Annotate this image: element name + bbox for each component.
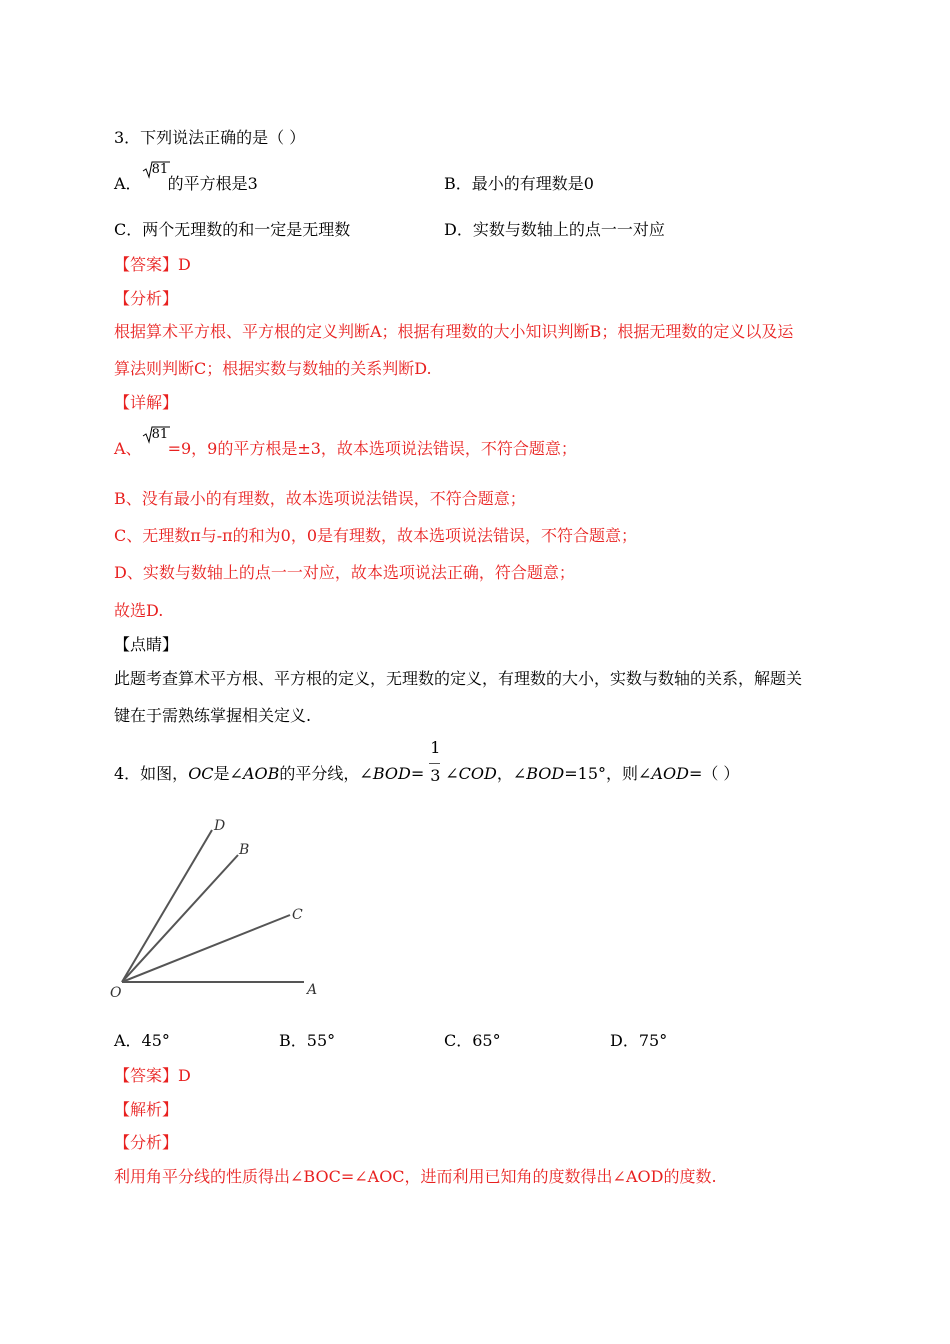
- q4-stem-part: =（ ）: [688, 764, 740, 783]
- q4-ray-oc: OC: [188, 764, 214, 783]
- label-c: C: [292, 907, 303, 923]
- q4-stem-part: ∠: [445, 764, 459, 783]
- q3-analysis-heading: 【分析】: [114, 289, 179, 308]
- q3-option-a-suffix: 的平方根是3: [167, 174, 258, 193]
- q3-option-a-radicand: 81: [151, 162, 169, 177]
- q3-analysis-line-1: 根据算术平方根、平方根的定义判断A；根据有理数的大小知识判断B；根据无理数的定义以及运: [114, 322, 794, 341]
- sqrt-symbol: [142, 427, 169, 459]
- q4-analysis-line-1: 利用角平分线的性质得出∠BOC=∠AOC，进而利用已知角的度数得出∠AOD的度数.: [114, 1167, 717, 1186]
- q3-choose: 故选D.: [114, 601, 164, 620]
- q3-comment-heading: 【点睛】: [114, 635, 179, 654]
- q3-comment-line-2: 键在于需熟练掌握相关定义.: [114, 706, 312, 725]
- ray-od: [122, 830, 212, 982]
- q4-answer: 【答案】D: [114, 1066, 191, 1085]
- q4-stem-part: 的平分线，∠: [279, 764, 373, 783]
- q4-angle-bod: BOD: [526, 764, 565, 783]
- q3-detail-d: D、实数与数轴上的点一一对应，故本选项说法正确，符合题意；: [114, 563, 575, 582]
- q3-option-d: D．实数与数轴上的点一一对应: [444, 220, 665, 239]
- label-o: O: [110, 985, 122, 1001]
- q3-detail-b: B、没有最小的有理数，故本选项说法错误，不符合题意；: [114, 489, 526, 508]
- ray-ob: [122, 855, 238, 982]
- q4-stem: [114, 738, 740, 785]
- q3-detail-a-radicand: 81: [151, 427, 169, 442]
- q4-fraction-bar: [429, 763, 440, 764]
- q4-option-b: B．55°: [279, 1031, 336, 1050]
- q3-option-c: C．两个无理数的和一定是无理数: [114, 220, 351, 239]
- q4-stem-part: =15°，则∠: [564, 764, 652, 783]
- label-a: A: [307, 982, 318, 998]
- sqrt-symbol: [142, 162, 169, 194]
- q4-fraction-numerator: 1: [430, 738, 441, 757]
- q4-option-c: C．65°: [444, 1031, 501, 1050]
- q4-option-a: A．45°: [114, 1031, 170, 1050]
- q3-comment-line-1: 此题考查算术平方根、平方根的定义，无理数的定义，有理数的大小，实数与数轴的关系，解题关: [114, 669, 803, 688]
- q3-stem: 3．下列说法正确的是（ ）: [114, 128, 306, 147]
- q4-solution-heading: 【解析】: [114, 1100, 179, 1119]
- q4-angle-aob: AOB: [242, 764, 280, 783]
- q3-detail-heading: 【详解】: [114, 393, 179, 412]
- q4-stem-part: =: [410, 764, 425, 783]
- q4-fraction: [428, 738, 442, 785]
- q4-option-d: D．75°: [610, 1031, 668, 1050]
- q3-detail-c: C、无理数π与-π的和为0，0是有理数，故本选项说法错误，不符合题意；: [114, 526, 638, 545]
- q4-angle-cod: COD: [458, 764, 497, 783]
- q4-analysis-heading: 【分析】: [114, 1133, 179, 1152]
- label-d: D: [214, 818, 226, 834]
- q3-option-a-prefix: A．: [114, 174, 142, 193]
- q3-analysis-line-2: 算法则判断C；根据实数与数轴的关系判断D.: [114, 359, 432, 378]
- q3-answer: 【答案】D: [114, 255, 191, 274]
- q4-angle-aod: AOD: [651, 764, 689, 783]
- ray-oc: [122, 915, 290, 982]
- q4-angle-bod: BOD: [372, 764, 411, 783]
- q3-detail-a: [114, 427, 577, 459]
- q4-angle-figure: [108, 812, 328, 1007]
- q4-fraction-denominator: 3: [430, 766, 441, 785]
- q3-detail-a-prefix: A、: [114, 439, 142, 458]
- label-b: B: [239, 842, 250, 858]
- q3-option-a: [114, 162, 258, 194]
- q4-stem-part: 是∠: [213, 764, 243, 783]
- q4-stem-part: 4．如图，: [114, 764, 189, 783]
- q3-option-b: B．最小的有理数是0: [444, 174, 594, 193]
- q3-detail-a-suffix: =9，9的平方根是±3，故本选项说法错误，不符合题意；: [167, 439, 577, 458]
- q4-stem-part: ，∠: [496, 764, 527, 783]
